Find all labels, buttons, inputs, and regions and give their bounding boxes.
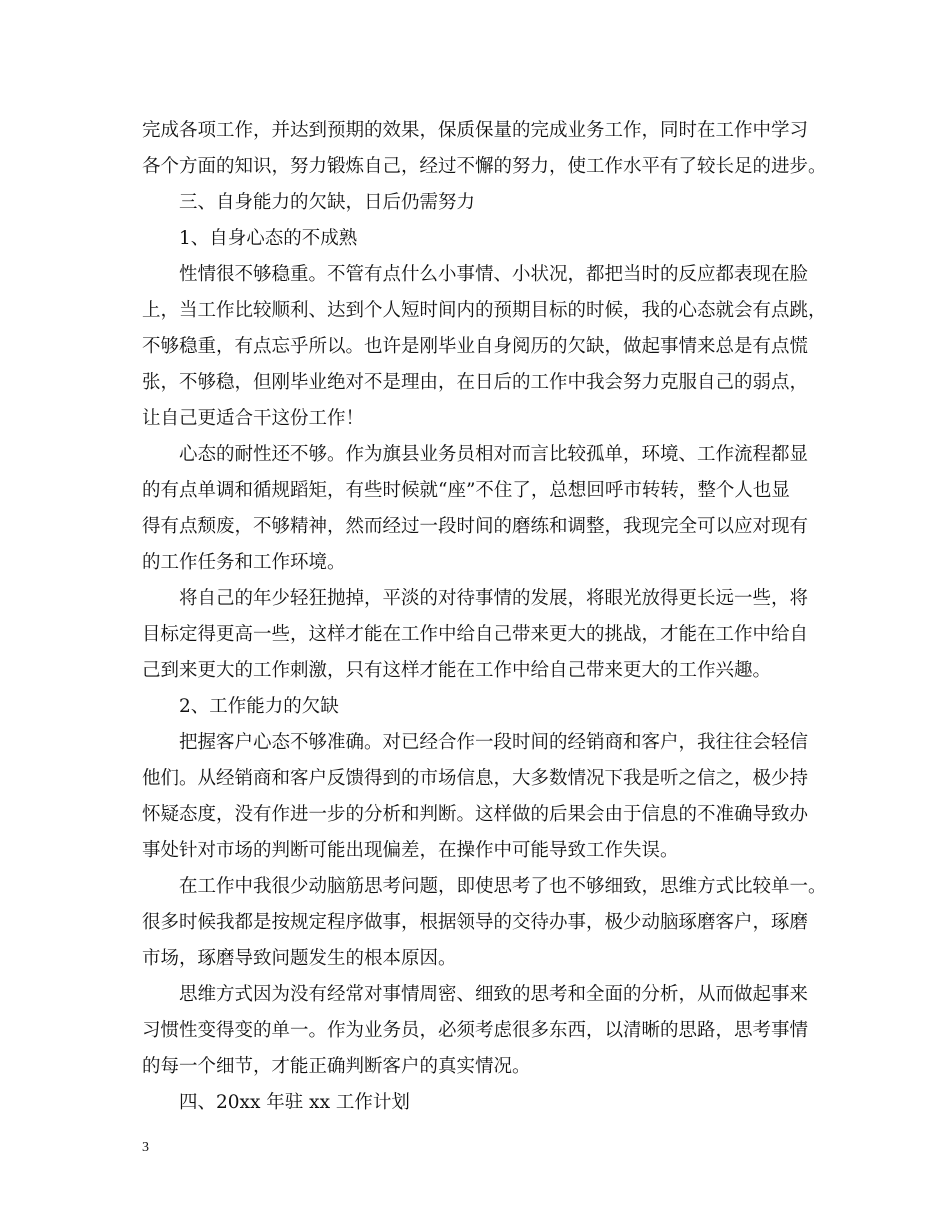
text-line: 事处针对市场的判断可能出现偏差，在操作中可能导致工作失误。 — [142, 840, 679, 861]
text-line: 张，不够稳，但刚毕业绝对不是理由，在日后的工作中我会努力克服自己的弱点， — [142, 372, 809, 393]
page-number: 3 — [142, 1140, 149, 1155]
text-line: 思维方式因为没有经常对事情周密、细致的思考和全面的分析，从而做起事来 — [179, 984, 809, 1005]
text-line: 把握客户心态不够准确。对已经合作一段时间的经销商和客户，我往往会轻信 — [179, 732, 809, 753]
text-line: 习惯性变得变的单一。作为业务员，必须考虑很多东西，以清晰的思路，思考事情 — [142, 1020, 809, 1041]
text-line: 的工作任务和工作环境。 — [142, 552, 346, 573]
text-line: 己到来更大的工作刺激，只有这样才能在工作中给自己带来更大的工作兴趣。 — [142, 660, 772, 681]
text-line: 的每一个细节，才能正确判断客户的真实情况。 — [142, 1056, 531, 1077]
body-text — [142, 113, 828, 1121]
text-line: 1、自身心态的不成熟 — [179, 228, 358, 249]
text-line: 三、自身能力的欠缺，日后仍需努力 — [179, 192, 476, 213]
text-line: 性情很不够稳重。不管有点什么小事情、小状况，都把当时的反应都表现在脸 — [179, 264, 809, 285]
text-line: 得有点颓废，不够精神，然而经过一段时间的磨练和调整，我现完全可以应对现有 — [142, 516, 809, 537]
text-line: 他们。从经销商和客户反馈得到的市场信息，大多数情况下我是听之信之，极少持 — [142, 768, 809, 789]
text-line: 市场，琢磨导致问题发生的根本原因。 — [142, 948, 457, 969]
text-line: 让自己更适合干这份工作！ — [142, 408, 365, 429]
text-line: 将自己的年少轻狂抛掉，平淡的对待事情的发展，将眼光放得更长远一些，将 — [179, 588, 809, 609]
text-line: 很多时候我都是按规定程序做事，根据领导的交待办事，极少动脑琢磨客户，琢磨 — [142, 912, 809, 933]
text-line: 的有点单调和循规蹈矩，有些时候就“座”不住了，总想回呼市转转，整个人也显 — [142, 480, 790, 501]
text-line: 各个方面的知识，努力锻炼自己，经过不懈的努力，使工作水平有了较长足的进步。 — [142, 156, 827, 177]
text-line: 四、20xx 年驻 xx 工作计划 — [179, 1092, 410, 1113]
text-line: 目标定得更高一些，这样才能在工作中给自己带来更大的挑战，才能在工作中给自 — [142, 624, 809, 645]
text-line: 完成各项工作，并达到预期的效果，保质保量的完成业务工作，同时在工作中学习 — [142, 120, 809, 141]
text-line: 不够稳重，有点忘乎所以。也许是刚毕业自身阅历的欠缺，做起事情来总是有点慌 — [142, 336, 809, 357]
text-line: 上，当工作比较顺利、达到个人短时间内的预期目标的时候，我的心态就会有点跳， — [142, 300, 827, 321]
text-line: 心态的耐性还不够。作为旗县业务员相对而言比较孤单，环境、工作流程都显 — [179, 444, 809, 465]
text-line: 怀疑态度，没有作进一步的分析和判断。这样做的后果会由于信息的不准确导致办 — [142, 804, 809, 825]
text-line: 在工作中我很少动脑筋思考问题，即使思考了也不够细致，思维方式比较单一。 — [179, 876, 827, 897]
text-line: 2、工作能力的欠缺 — [179, 696, 339, 717]
